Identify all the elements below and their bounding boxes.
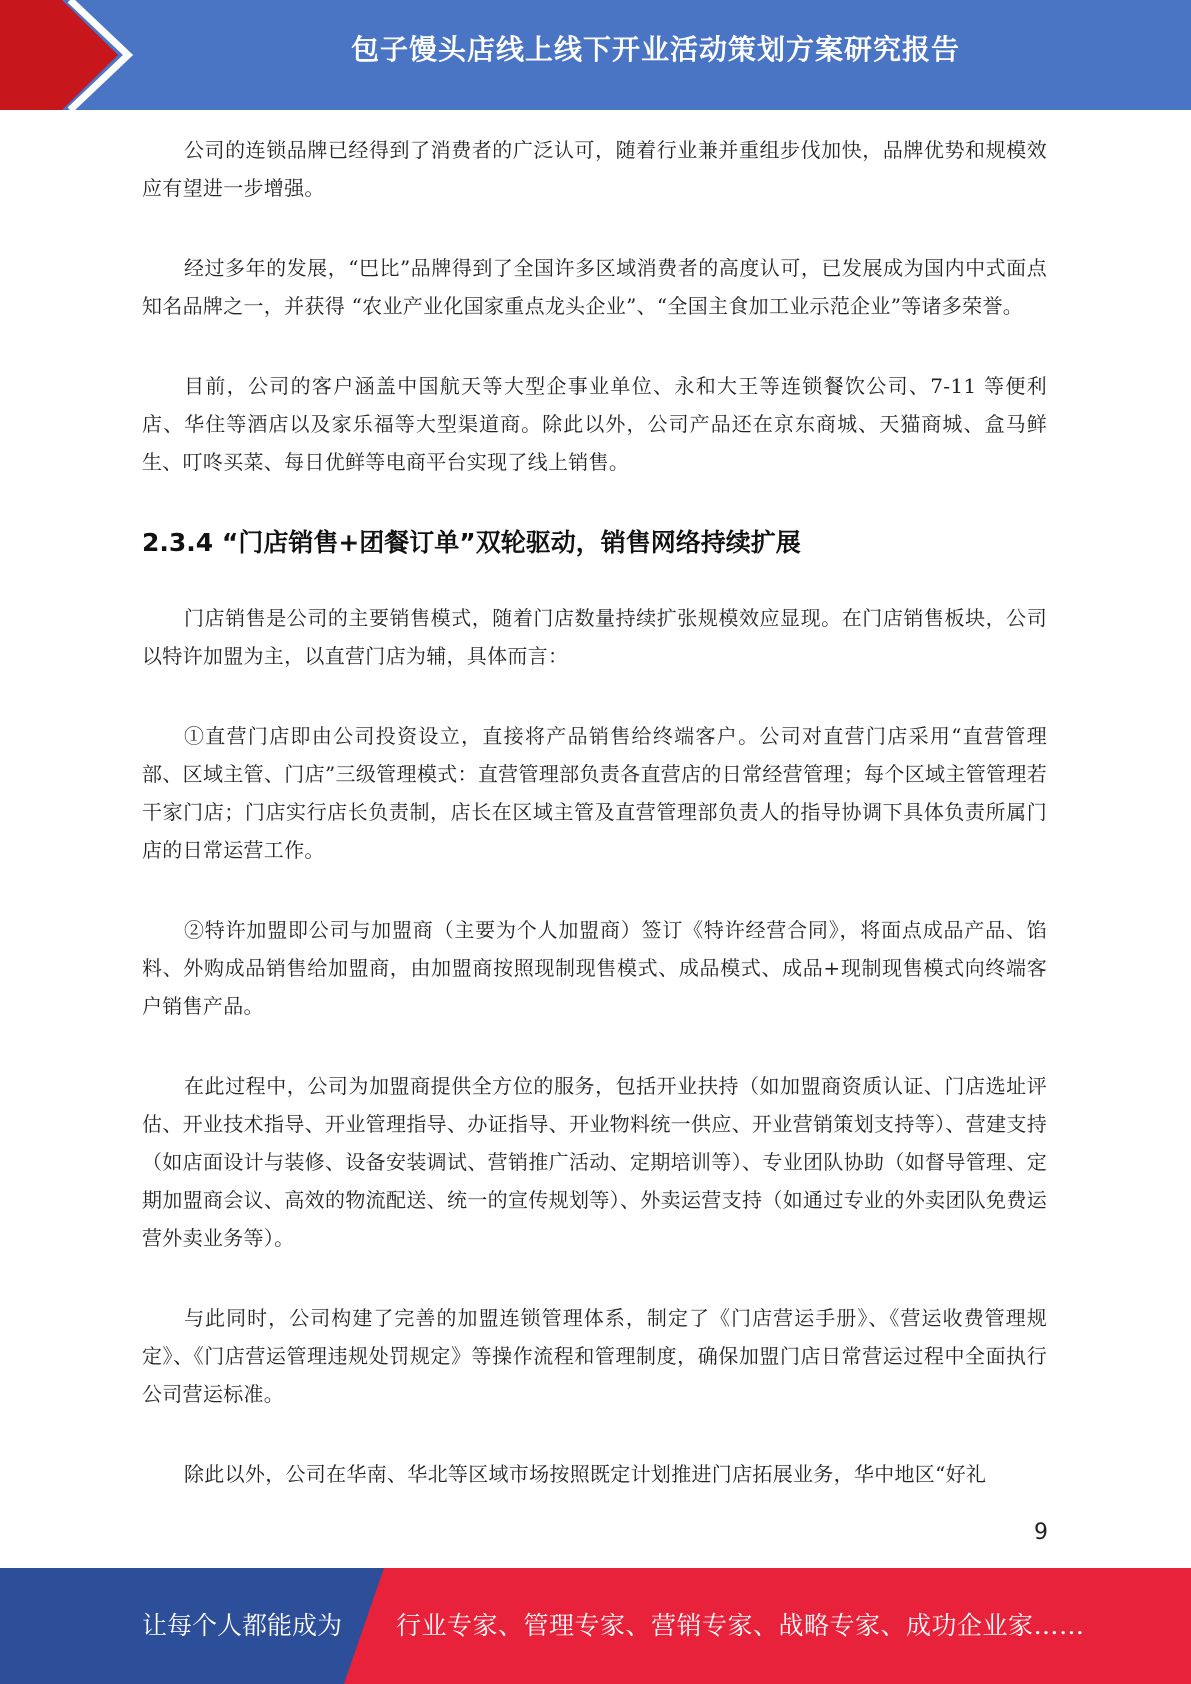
body-paragraph: 公司的连锁品牌已经得到了消费者的广泛认可，随着行业兼并重组步伐加快，品牌优势和规模效应有望进一步增强。 xyxy=(142,138,1047,200)
body-paragraph: ②特许加盟即公司与加盟商（主要为个人加盟商）签订《特许经营合同》，将面点成品产品、馅料、外购成品销售给加盟商，由加盟商按照现制现售模式、成品模式、成品+现制现售模式向终端客户销售产品。 xyxy=(142,918,1047,1018)
header-arrow-decoration xyxy=(0,0,150,110)
body-paragraph: 与此同时，公司构建了完善的加盟连锁管理体系，制定了《门店营运手册》、《营运收费管理规定》、《门店营运管理违规处罚规定》等操作流程和管理制度，确保加盟门店日常营运过程中全面执行公司营运标准。 xyxy=(142,1306,1047,1406)
report-title: 包子馒头店线上线下开业活动策划方案研究报告 xyxy=(350,33,960,66)
body-paragraph: 门店销售是公司的主要销售模式，随着门店数量持续扩张规模效应显现。在门店销售板块，公司以特许加盟为主，以直营门店为辅，具体而言： xyxy=(142,606,1047,668)
body-paragraph: 目前，公司的客户涵盖中国航天等大型企事业单位、永和大王等连锁餐饮公司、7-11 等便利店、华住等酒店以及家乐福等大型渠道商。除此以外，公司产品还在京东商城、天猫商城、盒马鲜生、叮咚买菜、每日优鲜等电商平台实现了线上销售。 xyxy=(142,374,1047,474)
page-header xyxy=(0,0,1191,110)
page-number: 9 xyxy=(1034,1520,1048,1545)
body-paragraph: 除此以外，公司在华南、华北等区域市场按照既定计划推进门店拓展业务，华中地区“好礼 xyxy=(184,1462,987,1486)
page-footer xyxy=(0,1568,1191,1684)
footer-slogan-right: 行业专家、管理专家、营销专家、战略专家、成功企业家…… xyxy=(396,1611,1085,1640)
section-heading: 2.3.4 “门店销售+团餐订单”双轮驱动，销售网络持续扩展 xyxy=(142,528,801,557)
body-paragraph: 在此过程中，公司为加盟商提供全方位的服务，包括开业扶持（如加盟商资质认证、门店选址评估、开业技术指导、开业管理指导、办证指导、开业物料统一供应、开业营销策划支持等）、营建支持（如店面设计与装修、设备安装调试、营销推广活动、定期培训等）、专业团队协助（如督导管理、定期加盟商会议、高效的物流配送、统一的宣传规划等）、外卖运营支持（如通过专业的外卖团队免费运营外卖业务等）。 xyxy=(142,1074,1047,1250)
footer-slogan-left: 让每个人都能成为 xyxy=(142,1611,343,1640)
document-body xyxy=(142,131,1047,1535)
body-paragraph: ①直营门店即由公司投资设立，直接将产品销售给终端客户。公司对直营门店采用“直营管理部、区域主管、门店”三级管理模式：直营管理部负责各直营店的日常经营管理；每个区域主管管理若干家门店；门店实行店长负责制，店长在区域主管及直营管理部负责人的指导协调下具体负责所属门店的日常运营工作。 xyxy=(142,724,1047,862)
body-paragraph: 经过多年的发展，“巴比”品牌得到了全国许多区域消费者的高度认可，已发展成为国内中式面点知名品牌之一，并获得 “农业产业化国家重点龙头企业”、“全国主食加工业示范企业”等诸多荣誉。 xyxy=(142,256,1047,318)
